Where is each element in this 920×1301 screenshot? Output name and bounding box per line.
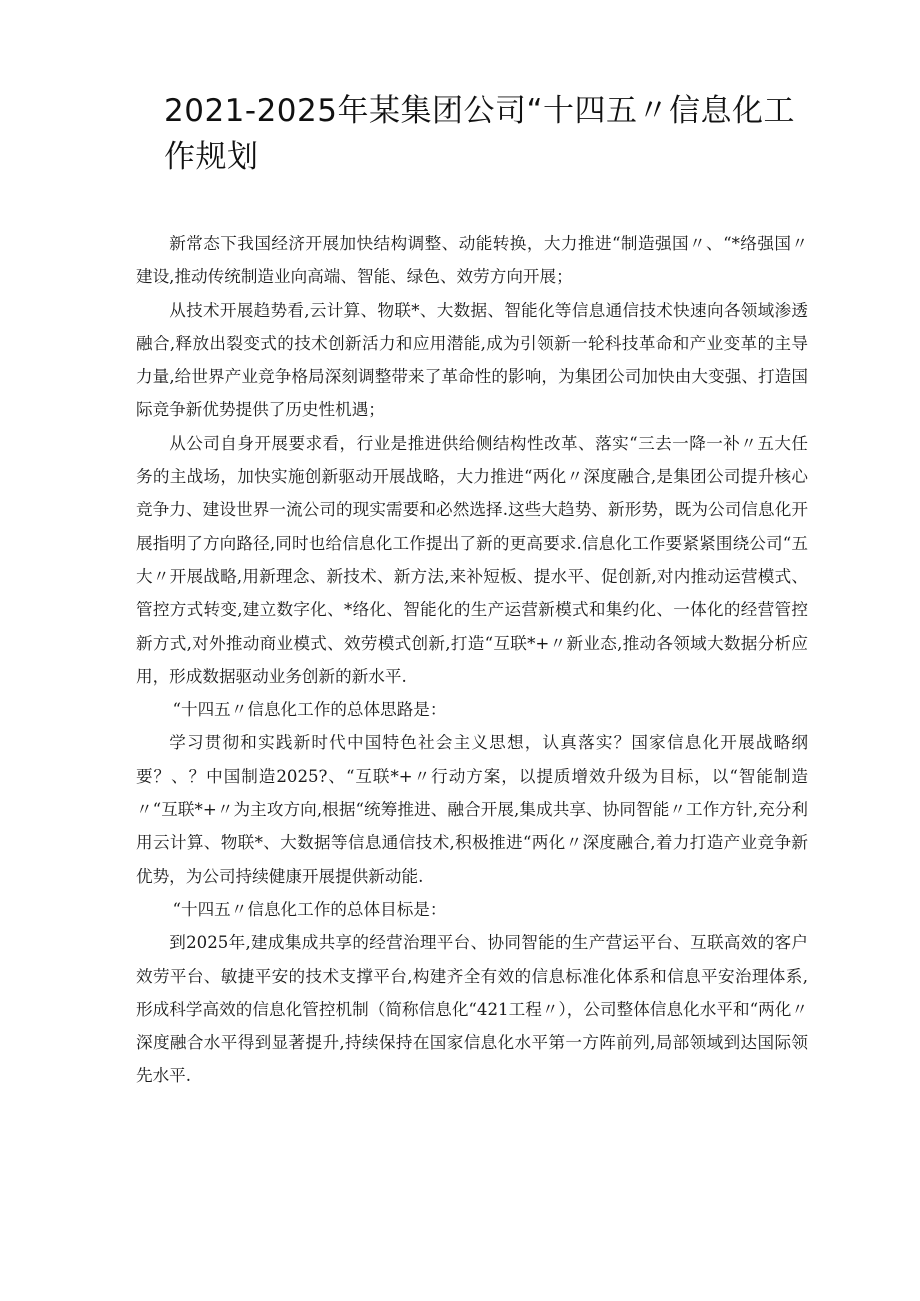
section-heading-overall-approach: “十四五〃信息化工作的总体思路是： — [172, 700, 447, 720]
section-heading-overall-goal: “十四五〃信息化工作的总体目标是： — [172, 899, 447, 919]
paragraph-technology-trend: 从技术开展趋势看,云计算、物联*、大数据、智能化等信息通信技术快速向各领域渗透融合,释放出裂变式的技术创新活力和应用潜能,成为引领新一轮科技革命和产业变革的主导力量,给世界产业竞争格局深刻调整带来了革命性的影响，为集团公司加快由大变强、打造国际竞争新优势提供了历史性机遇； — [136, 300, 808, 420]
document-title: 2021-2025年某集团公司“十四五〃信息化工作规划 — [164, 93, 796, 175]
paragraph-overall-goal: 到2025年,建成集成共享的经营治理平台、协同智能的生产营运平台、互联高效的客户效劳平台、敏捷平安的技术支撑平台,构建齐全有效的信息标准化体系和信息平安治理体系,形成科学高效的信息化管控机制（简称信息化“421工程〃），公司整体信息化水平和“两化〃深度融合水平得到显著提升,持续保持在国家信息化水平第一方阵前列,局部领域到达国际领先水平. — [136, 933, 808, 1086]
paragraph-economic-context: 新常态下我国经济开展加快结构调整、动能转换，大力推进“制造强国〃、“*络强国〃建设,推动传统制造业向高端、智能、绿色、效劳方向开展； — [136, 234, 808, 287]
paragraph-overall-approach: 学习贯彻和实践新时代中国特色社会主义思想，认真落实？国家信息化开展战略纲要？、？中国制造2025?、“互联*+〃行动方案，以提质增效升级为目标，以“智能制造〃“互联*+〃为主攻方向,根据“统筹推进、融合开展,集成共享、协同智能〃工作方针,充分利用云计算、物联*、大数据等信息通信技术,积极推进“两化〃深度融合,着力打造产业竞争新优势，为公司持续健康开展提供新动能. — [136, 733, 808, 886]
document-body — [136, 227, 808, 1093]
paragraph-company-requirements: 从公司自身开展要求看，行业是推进供给侧结构性改革、落实“三去一降一补〃五大任务的主战场，加快实施创新驱动开展战略，大力推进“两化〃深度融合,是集团公司提升核心竞争力、建设世界一流公司的现实需要和必然选择.这些大趋势、新形势，既为公司信息化开展指明了方向路径,同时也给信息化工作提出了新的更高要求.信息化工作要紧紧围绕公司“五大〃开展战略,用新理念、新技术、新方法,来补短板、提水平、促创新,对内推动运营模式、管控方式转变,建立数字化、*络化、智能化的生产运营新模式和集约化、一体化的经营管控新方式,对外推动商业模式、效劳模式创新,打造“互联*+〃新业态,推动各领域大数据分析应用，形成数据驱动业务创新的新水平. — [136, 433, 808, 686]
